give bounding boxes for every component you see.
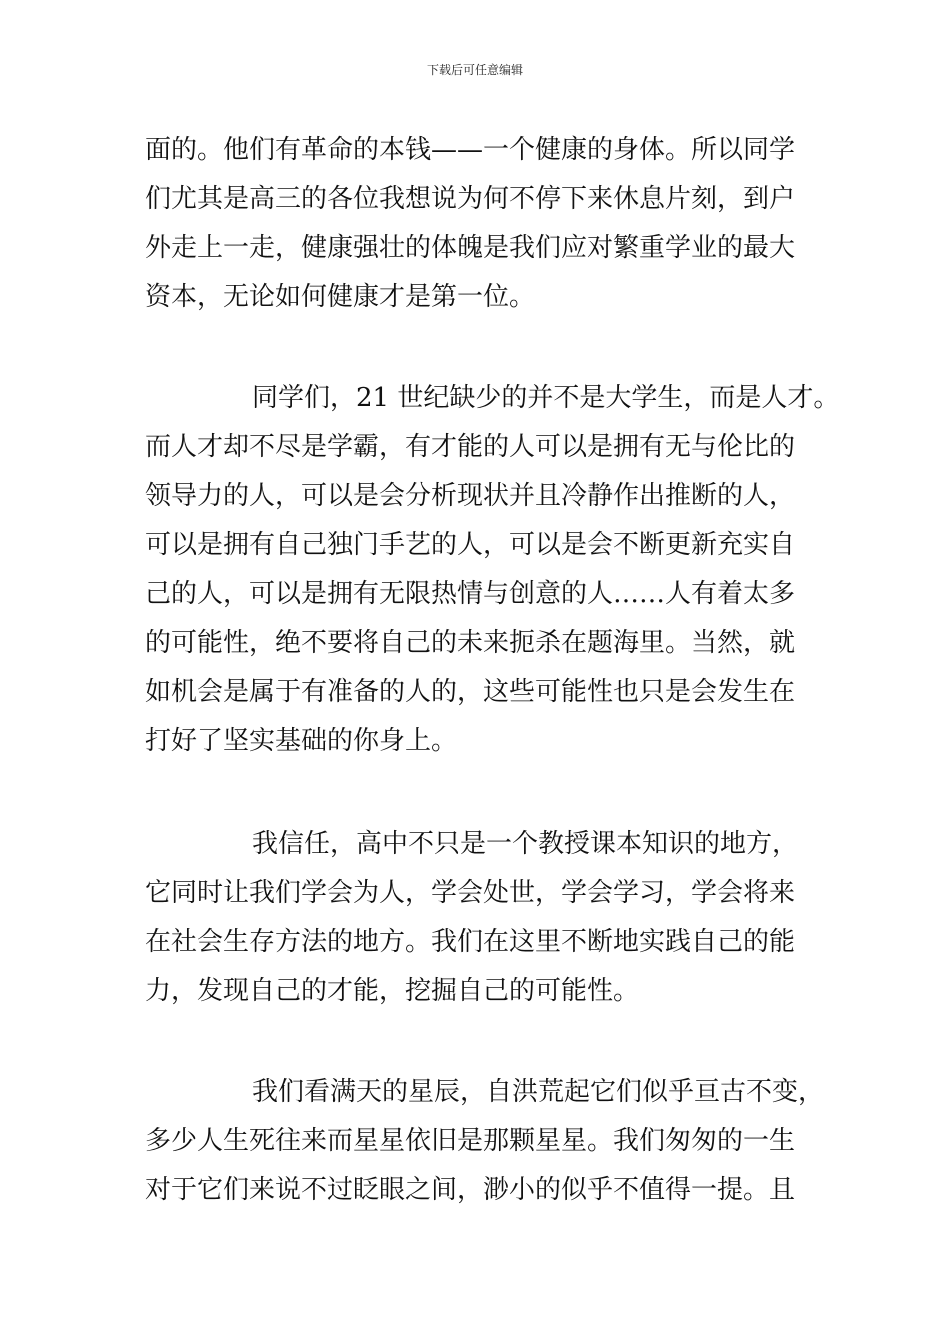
text-line: 外走上一走，健康强壮的体魄是我们应对繁重学业的最大 — [145, 233, 796, 263]
text-line: 领导力的人，可以是会分析现状并且冷静作出推断的人， — [145, 481, 796, 511]
text-line: 我们看满天的星辰，自洪荒起它们似乎亘古不变， — [252, 1077, 825, 1107]
text-line: 力，发现自己的才能，挖掘自己的可能性。 — [145, 976, 640, 1006]
text-line: 己的人，可以是拥有无限热情与创意的人……人有着太多 — [145, 579, 796, 609]
text-line: 在社会生存方法的地方。我们在这里不断地实践自己的能 — [145, 927, 796, 957]
page-header: 下载后可任意编辑 — [426, 63, 523, 77]
text-line: 打好了坚实基础的你身上。 — [145, 726, 458, 756]
text-line: 如机会是属于有准备的人的，这些可能性也只是会发生在 — [145, 677, 796, 707]
text-line: 我信任，高中不只是一个教授课本知识的地方， — [252, 829, 799, 859]
paragraph-1 — [145, 126, 795, 322]
text-line: 多少人生死往来而星星依旧是那颗星星。我们匆匆的一生 — [145, 1126, 796, 1156]
text-line: 对于它们来说不过眨眼之间，渺小的似乎不值得一提。且 — [145, 1175, 796, 1205]
text-line: 资本，无论如何健康才是第一位。 — [145, 282, 536, 312]
text-line: 而人才却不尽是学霸，有才能的人可以是拥有无与伦比的 — [145, 432, 796, 462]
text-line: 它同时让我们学会为人，学会处世，学会学习，学会将来 — [145, 878, 796, 908]
paragraph-3 — [145, 820, 798, 1016]
paragraph-4 — [145, 1068, 824, 1215]
paragraph-2 — [145, 374, 839, 766]
text-line: 可以是拥有自己独门手艺的人，可以是会不断更新充实自 — [145, 530, 796, 560]
text-line: 的可能性，绝不要将自己的未来扼杀在题海里。当然，就 — [145, 628, 796, 658]
text-line: 们尤其是高三的各位我想说为何不停下来休息片刻，到户 — [145, 184, 796, 214]
text-line: 同学们，21 世纪缺少的并不是大学生，而是人才。 — [252, 383, 840, 413]
text-line: 面的。他们有革命的本钱——一个健康的身体。所以同学 — [145, 135, 796, 165]
